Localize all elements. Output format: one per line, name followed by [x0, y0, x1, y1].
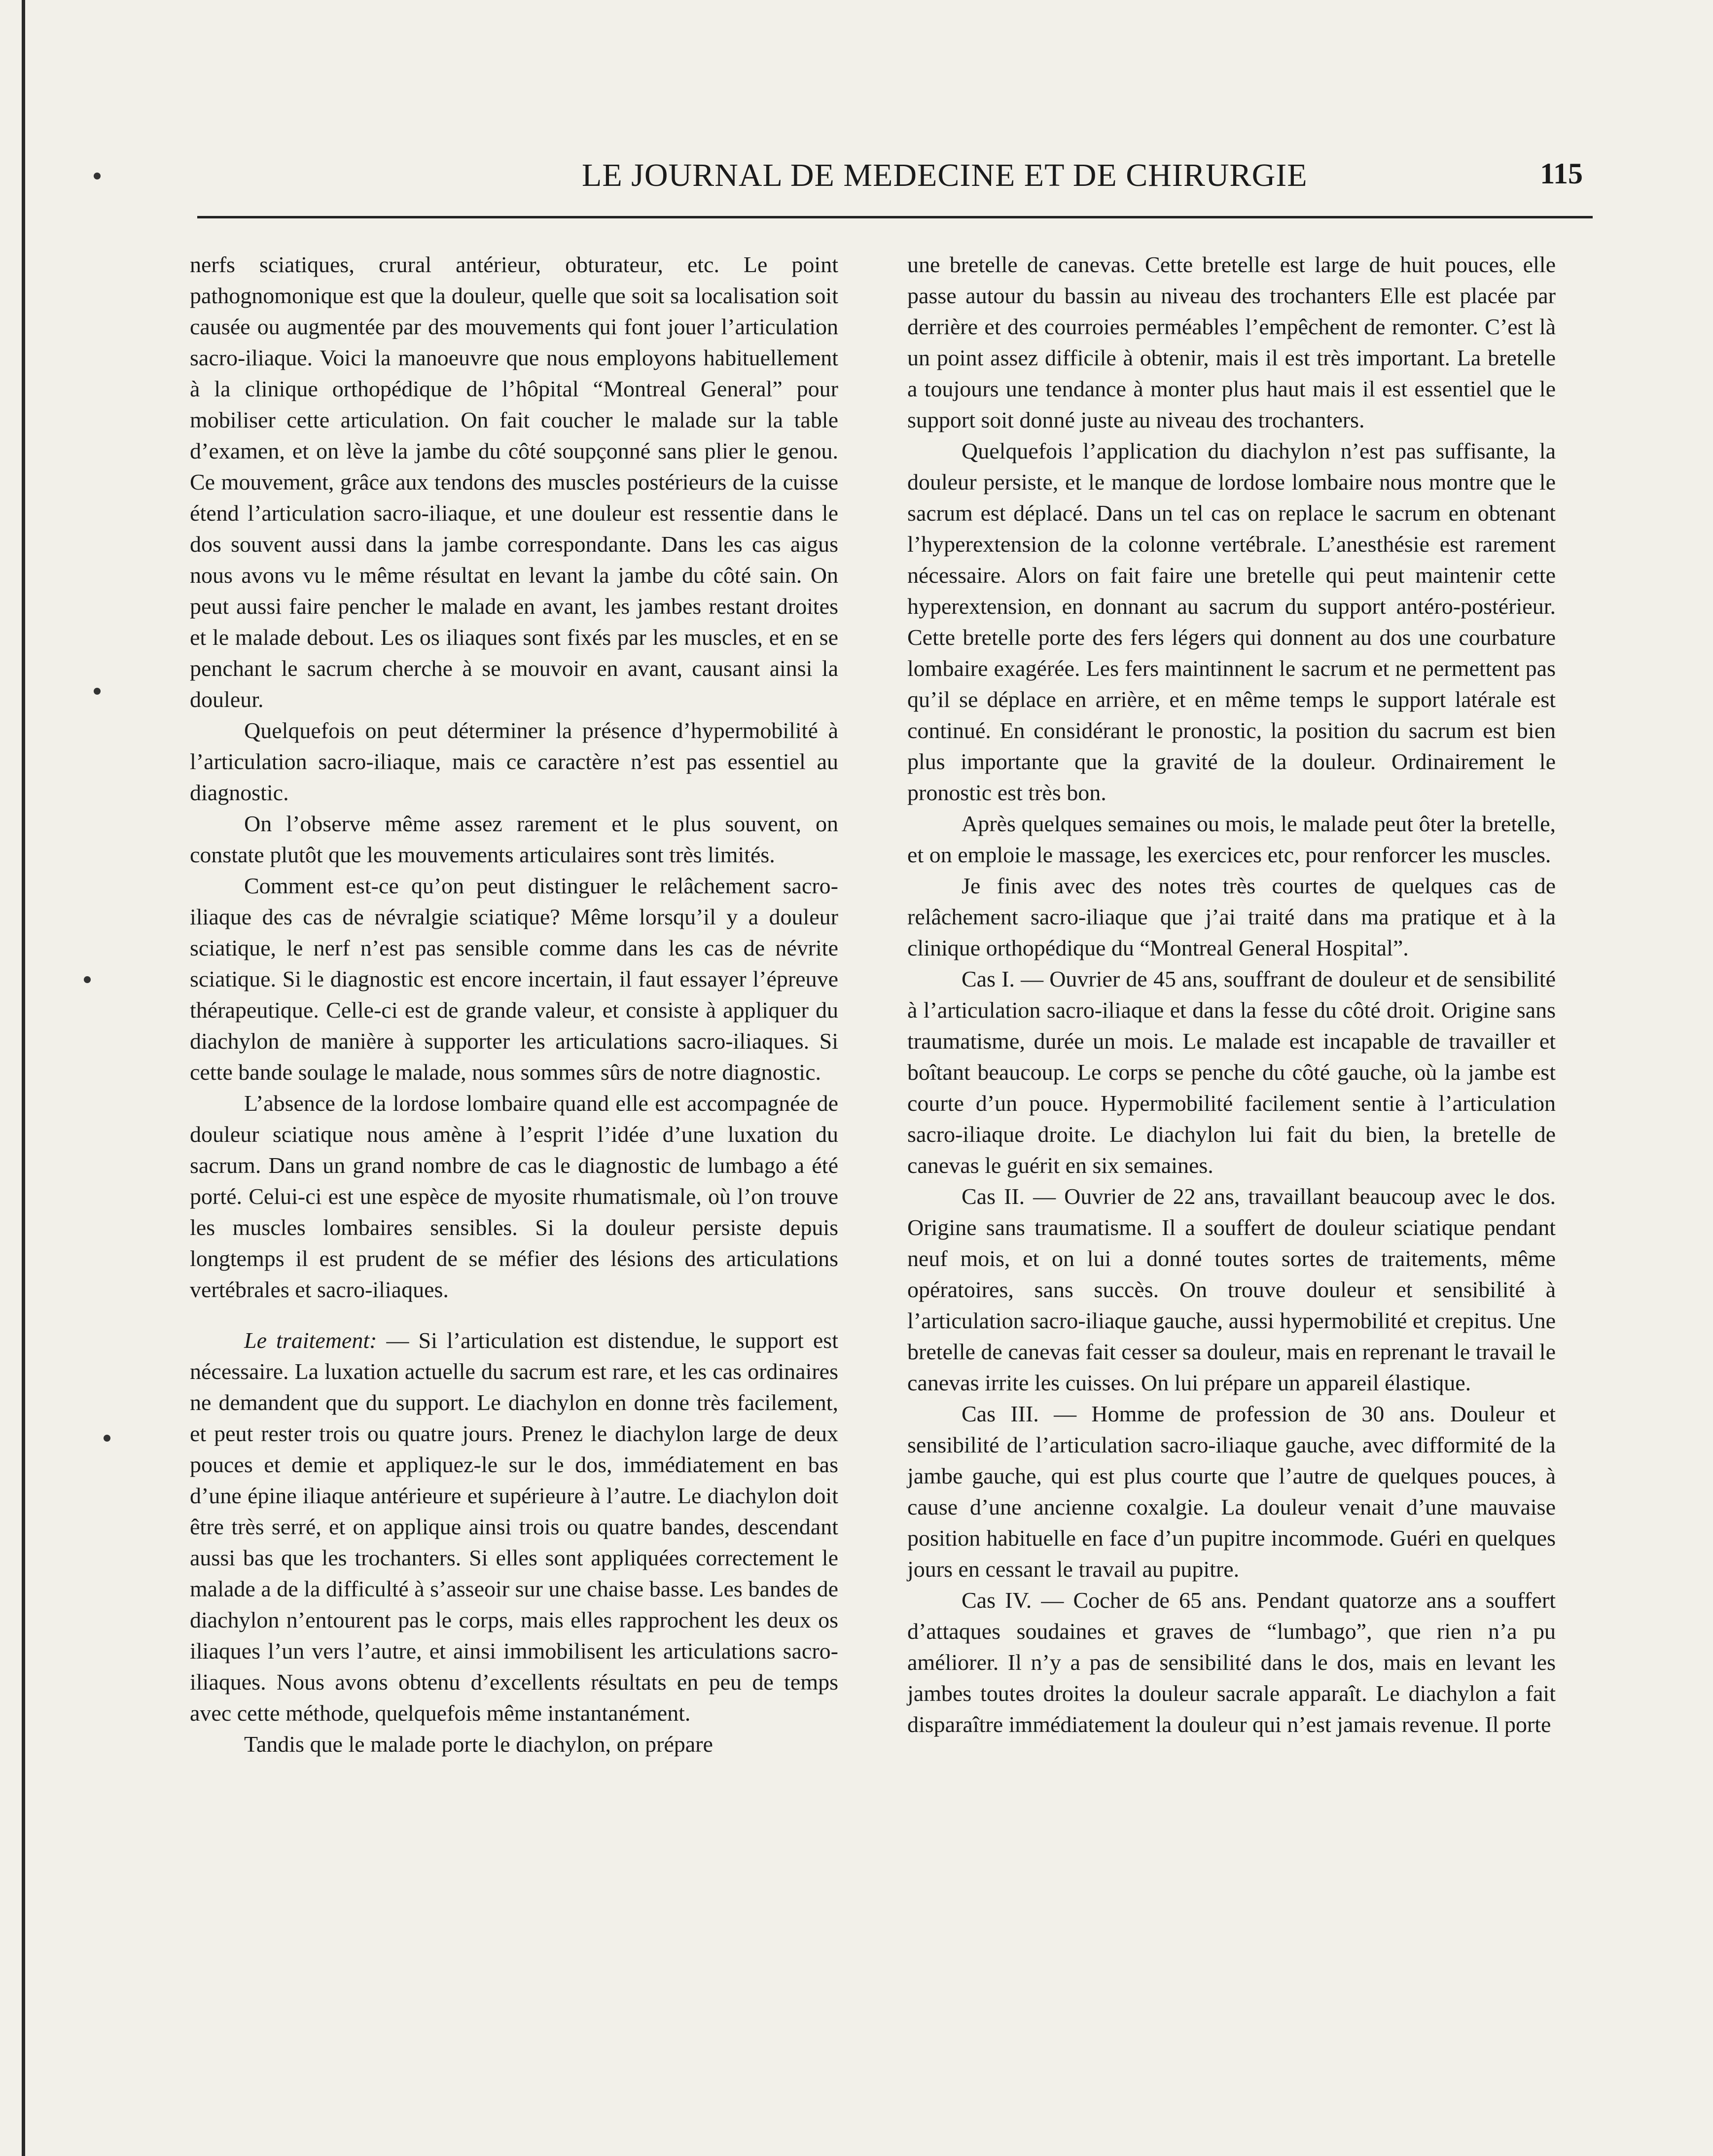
- journal-title: LE JOURNAL DE MEDECINE ET DE CHIRURGIE: [582, 157, 1308, 193]
- paragraph: Comment est-ce qu’on peut distinguer le relâchement sacro-iliaque des cas de névralgie sciatique? Même lorsqu’il y a douleur sciatique, le nerf n’est pas sensible comme dans les cas de névrite sciatique. Si le diagnostic est encore incertain, il faut essayer l’épreuve thérapeutique. Celle-ci est de grande valeur, et consiste à appliquer du diachylon de manière à supporter les articulations sacro-iliaques. Si cette bande soulage le malade, nous sommes sûrs de notre diagnostic.: [190, 873, 838, 1085]
- case-paragraph: Cas IV. — Cocher de 65 ans. Pendant quatorze ans a souffert d’attaques soudaines et graves de “lumbago”, que rien n’a pu améliorer. Il n’y a pas de sensibilité dans le dos, mais en levant les jambes toutes droites la douleur sacrale apparaît. Le diachylon a fait disparaître immédiatement la douleur qui n’est jamais revenue. Il porte: [907, 1588, 1556, 1737]
- paragraph: L’absence de la lordose lombaire quand elle est accompagnée de douleur sciatique nous amène à l’esprit l’idée d’une luxation du sacrum. Dans un grand nombre de cas le diagnostic de lumbago a été porté. Celui-ci est une espèce de myosite rhumatismale, où l’on trouve les muscles lombaires sensibles. Si la douleur persiste depuis longtemps il est prudent de se méfier des lésions des articulations vertébrales et sacro-iliaques.: [190, 1091, 838, 1302]
- margin-mark: [104, 1435, 110, 1442]
- paragraph: nerfs sciatiques, crural antérieur, obturateur, etc. Le point pathognomonique est que la douleur, quelle que soit sa localisation soit causée ou augmentée par des mouvements qui font jouer l’articulation sacro-iliaque. Voici la manoeuvre que nous employons habituellement à la clinique orthopédique de l’hôpital “Montreal General” pour mobiliser cette articulation. On fait coucher le malade sur la table d’examen, et on lève la jambe du côté soupçonné sans plier le genou. Ce mouvement, grâce aux tendons des muscles postérieurs de la cuisse étend l’articulation sacro-iliaque, et une douleur est ressentie dans le dos souvent aussi dans la jambe correspondante. Dans les cas aigus nous avons vu le même résultat en levant la jambe du côté sain. On peut aussi faire pencher le malade en avant, les jambes restant droites et le malade debout. Les os iliaques sont fixés par les muscles, et en se penchant le sacrum cherche à se mouvoir en avant, causant ainsi la douleur.: [190, 252, 838, 712]
- header-rule: [197, 216, 1593, 218]
- paragraph: Je finis avec des notes très courtes de quelques cas de relâchement sacro-iliaque que j’ai traité dans ma pratique et à la clinique orthopédique du “Montreal General Hospital”.: [907, 873, 1556, 960]
- paragraph: Tandis que le malade porte le diachylon, on prépare: [244, 1732, 713, 1757]
- margin-mark: [84, 976, 91, 983]
- paragraph-treatment: [190, 1325, 838, 1729]
- running-header: [207, 157, 1607, 201]
- paragraph: Après quelques semaines ou mois, le malade peut ôter la bretelle, et on emploie le massage, les exercices etc, pour renforcer les muscles.: [907, 811, 1556, 867]
- margin-mark: [94, 173, 101, 179]
- right-column: [907, 249, 1556, 1740]
- paragraph-text: — Si l’articulation est distendue, le support est nécessaire. La luxation actuelle du sacrum est rare, et les cas ordinaires ne demandent que du support. Le diachylon en donne très facilement, et peut rester trois ou quatre jours. Prenez le diachylon large de deux pouces et demie et appliquez-le sur le dos, immédiatement en bas d’une épine iliaque antérieure et supérieure à l’autre. Le diachylon doit être très serré, et on applique ainsi trois ou quatre bandes, descendant aussi bas que les trochanters. Si elles sont appliquées correctement le malade a de la difficulté à s’asseoir sur une chaise basse. Les bandes de diachylon n’entourent pas le corps, mais elles rapprochent les deux os iliaques l’un vers l’autre, et ainsi immobilisent les articulations sacro-iliaques. Nous avons obtenu d’excellents résultats en peu de temps avec cette méthode, quelquefois même instantanément.: [190, 1328, 838, 1726]
- paragraph: Quelquefois on peut déterminer la présence d’hypermobilité à l’articulation sacro-iliaque, mais ce caractère n’est pas essentiel au diagnostic.: [190, 718, 838, 805]
- paragraph: On l’observe même assez rarement et le plus souvent, on constate plutôt que les mouvements articulaires sont très limités.: [190, 811, 838, 867]
- page-number: 115: [1540, 157, 1583, 190]
- paragraph: une bretelle de canevas. Cette bretelle est large de huit pouces, elle passe autour du bassin au niveau des trochanters Elle est placée par derrière et des courroies perméables l’empêchent de remonter. C’est là un point assez difficile à obtenir, mais il est très important. La bretelle a toujours une tendance à monter plus haut mais il est essentiel que le support soit donné juste au niveau des trochanters.: [907, 252, 1556, 432]
- paragraph: Quelquefois l’application du diachylon n’est pas suffisante, la douleur persiste, et le manque de lordose lombaire nous montre que le sacrum est déplacé. Dans un tel cas on replace le sacrum en obtenant l’hyperextension de la colonne vertébrale. L’anesthésie est rarement nécessaire. Alors on fait faire une bretelle qui peut maintenir cette hyperextension, en donnant au sacrum du support antéro-postérieur. Cette bretelle porte des fers légers qui donnent au dos une courbature lombaire exagérée. Les fers maintinnent le sacrum et ne permettent pas qu’il se déplace en arrière, et en même temps le support latérale est continué. En considérant le pronostic, la position du sacrum est bien plus importante que la gravité de la douleur. Ordinairement le pronostic est très bon.: [907, 438, 1556, 805]
- case-paragraph: Cas III. — Homme de profession de 30 ans. Douleur et sensibilité de l’articulation sacro-iliaque gauche, avec difformité de la jambe gauche, qui est plus courte que l’autre de quelques pouces, à cause d’une ancienne coxalgie. La douleur venait d’une mauvaise position habituelle en face d’un pupitre incommode. Guéri en quelques jours en cessant le travail au pupitre.: [907, 1401, 1556, 1582]
- margin-mark: [94, 688, 101, 695]
- left-column: [190, 249, 838, 1760]
- case-paragraph: Cas II. — Ouvrier de 22 ans, travaillant beaucoup avec le dos. Origine sans traumatisme. Il a souffert de douleur sciatique pendant neuf mois, et on lui a donné toutes sortes de traitements, même opératoires, sans succès. On trouve douleur et sensibilité à l’articulation sacro-iliaque gauche, aussi hypermobilité et crepitus. Une bretelle de canevas fait cesser sa douleur, mais en reprenant le travail le canevas irrite les cuisses. On lui prépare un appareil élastique.: [907, 1184, 1556, 1395]
- section-heading: Le traitement:: [244, 1328, 377, 1353]
- scan-edge: [22, 0, 25, 2156]
- case-paragraph: Cas I. — Ouvrier de 45 ans, souffrant de douleur et de sensibilité à l’articulation sacro-iliaque et dans la fesse du côté droit. Origine sans traumatisme, durée un mois. Le malade est incapable de travailler et boîtant beaucoup. Le corps se penche du côté gauche, où la jambe est courte d’un pouce. Hypermobilité facilement sentie à l’articulation sacro-iliaque droite. Le diachylon lui fait du bien, la bretelle de canevas le guérit en six semaines.: [907, 966, 1556, 1178]
